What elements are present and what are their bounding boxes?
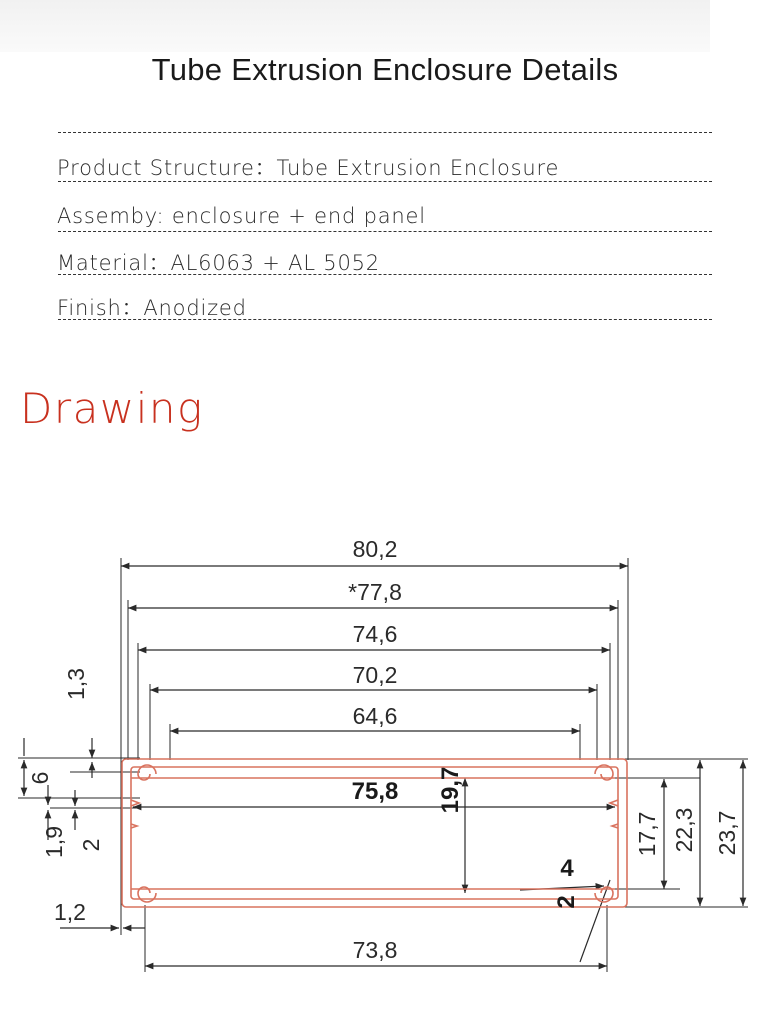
- spec-value: enclosure + end panel: [171, 204, 426, 228]
- divider-bottom: [58, 319, 712, 320]
- spec-label: Finish：: [57, 296, 144, 320]
- technical-drawing: [0, 520, 770, 980]
- label-outer-height: 23,7: [714, 810, 740, 856]
- label-corner-b: 2: [553, 895, 580, 909]
- divider: [58, 231, 712, 232]
- label-inner-height: 19,7: [437, 766, 464, 814]
- label-left-2: 6: [27, 771, 53, 785]
- label-width-4: 70,2: [352, 662, 398, 688]
- spec-label: Product Structure：: [57, 156, 277, 180]
- spec-label: Assemby:: [57, 204, 172, 228]
- spec-value: Tube Extrusion Enclosure: [276, 156, 560, 180]
- page-title: Tube Extrusion Enclosure Details: [151, 52, 619, 87]
- label-height-2: 22,3: [671, 807, 697, 853]
- spec-row-material: [57, 247, 380, 277]
- label-left-4: 2: [78, 838, 104, 852]
- spec-value: AL6063 + AL 5052: [170, 251, 380, 275]
- spec-row-assembly: [57, 204, 426, 228]
- drawing-heading: Drawing: [20, 384, 204, 433]
- label-width-5: 64,6: [352, 703, 398, 729]
- label-width-3: 74,6: [352, 621, 398, 647]
- divider-top: [58, 132, 712, 133]
- label-corner-a: 4: [560, 855, 574, 882]
- top-banner-strip: [0, 0, 710, 52]
- label-left-1: 1,3: [63, 668, 89, 700]
- label-wall: 1,2: [54, 899, 86, 925]
- label-width-2: *77,8: [348, 579, 402, 605]
- label-inner-width: 75,8: [351, 778, 399, 805]
- label-outer-width: 80,2: [352, 536, 398, 562]
- label-left-3: 1,9: [41, 826, 67, 858]
- spec-value: Anodized: [143, 296, 247, 320]
- spec-row-finish: [57, 292, 247, 322]
- spec-label: Material：: [57, 251, 171, 275]
- label-height-1: 17,7: [634, 811, 660, 857]
- label-bottom-width: 73,8: [352, 937, 398, 963]
- divider: [58, 274, 712, 275]
- spec-row-structure: [57, 152, 559, 182]
- divider: [58, 181, 712, 182]
